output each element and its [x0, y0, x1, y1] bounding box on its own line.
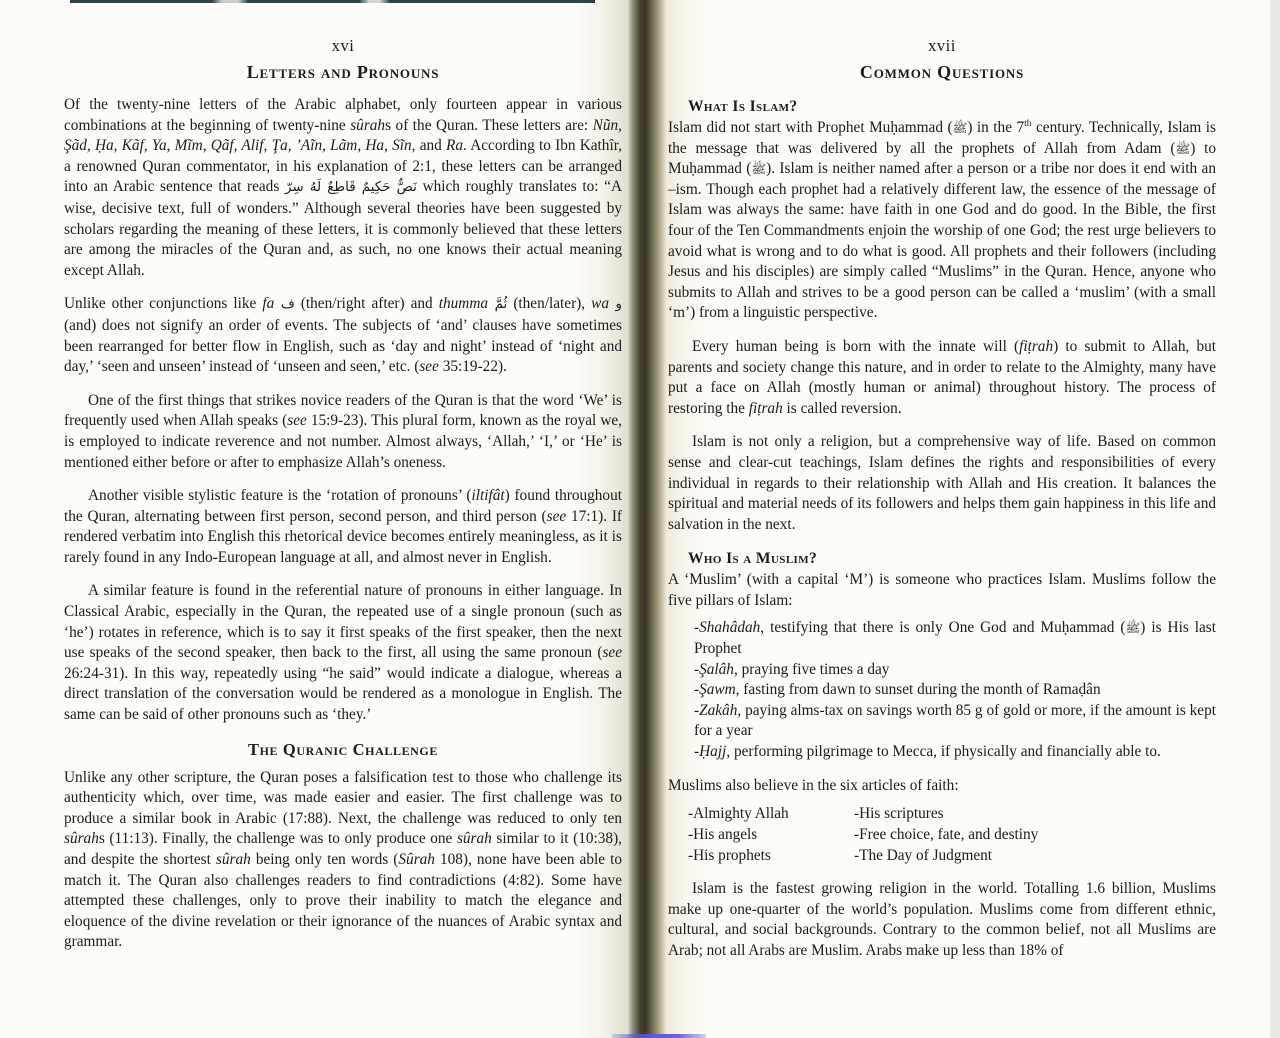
- scan-top-edge-artifact: [70, 0, 595, 3]
- article-free-choice: -Free choice, fate, and destiny: [854, 826, 1039, 844]
- question-heading-who-is-a-muslim: Who Is a Muslim?: [688, 550, 818, 568]
- paragraph-what-is-islam-1: Islam did not start with Prophet Muḥammad (ﷺ) in the 7th century. Technically, Islam is the message that was delivered by all the prophets of Allah from Adam (ﷺ) to Muḥammad (ﷺ). Islam is neither named after a person or a tribe nor does it end with an –ism. Though each prophet had a relatively different law, the essence of the message of Islam was always the same: have faith in one God and do good. In the Bible, the first four of the Ten Commandments enjoin the worship of one God; the rest urge believers to avoid what is wrong and to do what is good. All prophets and their followers (including Jesus and his disciples) are simply called “Muslims” in the Quran. Hence, anyone who submits to Allah and strives to be a good person can be called a ‘muslim’ (with a small ‘m’) from a linguistic perspective.: [668, 118, 1217, 322]
- scan-right-edge: [1270, 0, 1280, 1038]
- pillar-hajj: -Ḥajj, performing pilgrimage to Mecca, if physically and financially able to.: [694, 743, 1161, 761]
- page-number-right: xvii: [928, 36, 956, 55]
- page-number-left: xvi: [331, 36, 355, 55]
- paragraph-arabic-letters: Of the twenty-nine letters of the Arabic alphabet, only fourteen appear in various combinations at the beginning of twenty-nine sûrahs of the Quran. These letters are: Nũn, Şãd, Ḥa, Kãf, Ya, Mĩm, Qãf, Alif, Ţa, ’Aĩn, Lãm, Ha, Sĩn, and Ra. According to Ibn Kathîr, a renowned Quran commentator, in his explanation of 2:1, these letters can be arranged into an Arabic sentence that reads نَصٌّ حَكِيمٌ قَاطِعٌ لَهُ سِرّ which roughly translates to: “A wise, decisive text, full of wonders.” Although several theories have been suggested by scholars regarding the meaning of these letters, it is commonly believed that these letters are among the miracles of the Quran and, as such, no one knows their actual meaning except Allah.: [64, 96, 623, 279]
- article-his-scriptures: -His scriptures: [854, 805, 944, 823]
- article-his-prophets: -His prophets: [688, 847, 771, 865]
- paragraph-royal-we: One of the first things that strikes novice readers of the Quran is that the word ‘We’ is frequently used when Allah speaks (see 15:9-23). This plural form, known as the royal we, is employed to indicate reverence and not number. Almost always, ‘Allah,’ ‘I,’ or ‘He’ is mentioned either before or after to emphasize Allah’s oneness.: [64, 391, 623, 471]
- pillar-salah: -Şalâh, praying five times a day: [694, 660, 890, 678]
- pillar-shahadah: -Shahâdah, testifying that there is only One God and Muḥammad (ﷺ) is His last Prophet: [694, 619, 1216, 658]
- paragraph-muslim-definition: A ‘Muslim’ (with a capital ‘M’) is someone who practices Islam. Muslims follow the five pillars of Islam:: [668, 571, 1216, 609]
- six-articles-of-faith-list: [688, 803, 1216, 866]
- five-pillars-list: [694, 618, 1216, 762]
- paragraph-fitrah: Every human being is born with the innate will (fiṭrah) to submit to Allah, but parents and society change this nature, and in order to relate to the Almighty, many have put a face on Allah (mostly human or animal) throughout history. The process of restoring the fiṭrah is called reversion.: [668, 337, 1217, 417]
- paragraph-fastest-growing: Islam is the fastest growing religion in the world. Totalling 1.6 billion, Muslims make up one-quarter of the world’s population. Muslims come from different ethnic, cultural, and social backgrounds. Contrary to the common belief, not all Muslims are Arab; not all Arabs are Muslim. Arabs make up less than 18% of: [668, 880, 1216, 959]
- paragraph-referential-pronouns: A similar feature is found in the referential nature of pronouns in either language. In Classical Arabic, especially in the Quran, the repeated use of a single pronoun (such as ‘he’) rotates in reference, which is to say it first speaks of the first speaker, then the next use speaks of the second speaker, then back to the first, all using the same pronoun (see 26:24-31). In this way, repeatedly using “he said” would indicate a dialogue, whereas a direct translation of the conversation would be rendered as a monologue in English. The same can be said of other pronouns such as ‘they.’: [64, 582, 622, 724]
- article-his-angels: -His angels: [688, 826, 758, 844]
- paragraph-articles-of-faith-intro: Muslims also believe in the six articles of faith:: [668, 776, 959, 794]
- pillar-zakah: -Zakâh, paying alms-tax on savings worth 85 g of gold or more, if the amount is kept for a year: [694, 701, 1216, 740]
- question-heading-what-is-islam: What Is Islam?: [688, 98, 798, 115]
- paragraph-way-of-life: Islam is not only a religion, but a comprehensive way of life. Based on common sense and clear-cut teachings, Islam defines the rights and responsibilities of every individual in regards to their relationship with Allah and His creation. It balances the spiritual and material needs of its followers and helps them gain happiness in this life and salvation in the next.: [668, 433, 1216, 533]
- paragraph-rotation-of-pronouns: Another visible stylistic feature is the ‘rotation of pronouns’ (iltifât) found throughout the Quran, alternating between first person, second person, and third person (see 17:1). If rendered verbatim into English this rhetorical device becomes entirely meaningless, as it is rarely found in any Indo-European language at all, and almost never in English.: [64, 487, 623, 566]
- scan-bottom-edge-artifact: [612, 1034, 706, 1038]
- articles-column-2: [854, 803, 1038, 866]
- article-day-of-judgment: -The Day of Judgment: [854, 847, 993, 865]
- book-gutter-shadow: [628, 0, 668, 1038]
- pillar-sawm: -Şawm, fasting from dawn to sunset during the month of Ramaḍân: [694, 681, 1101, 699]
- paragraph-conjunctions: Unlike other conjunctions like fa ف (then/right after) and thumma ثُمَّ (then/later), wa و (and) does not signify an order of events. The subjects of ‘and’ clauses have sometimes been rearranged for better flow in English, such as ‘day and night’ instead of ‘night and day,’ ‘seen and unseen’ instead of ‘unseen and seen,’ etc. (see 35:19-22).: [64, 295, 623, 376]
- section-title-common-questions: Common Questions: [859, 62, 1025, 82]
- page-left: [0, 0, 628, 1038]
- section-title-quranic-challenge: The Quranic Challenge: [248, 739, 438, 759]
- section-title-letters-and-pronouns: Letters and Pronouns: [246, 62, 440, 82]
- page-right: [668, 0, 1270, 1038]
- paragraph-quranic-challenge: Unlike any other scripture, the Quran poses a falsification test to those who challenge its authenticity which, over time, was made easier and easier. The first challenge was to produce a similar book in Arabic (17:88). Next, the challenge was reduced to only ten sûrahs (11:13). Finally, the challenge was to only produce one sûrah similar to it (10:38), and despite the shortest sûrah being only ten words (Sûrah 108), none have been able to match it. The Quran also challenges readers to find contradictions (4:82). Some have attempted these challenges, only to prove their inability to match the elegance and eloquence of the divine revelation or their ignorance of the nuances of Arabic syntax and grammar.: [64, 768, 622, 951]
- articles-column-1: [688, 803, 854, 866]
- article-almighty-allah: -Almighty Allah: [688, 805, 789, 823]
